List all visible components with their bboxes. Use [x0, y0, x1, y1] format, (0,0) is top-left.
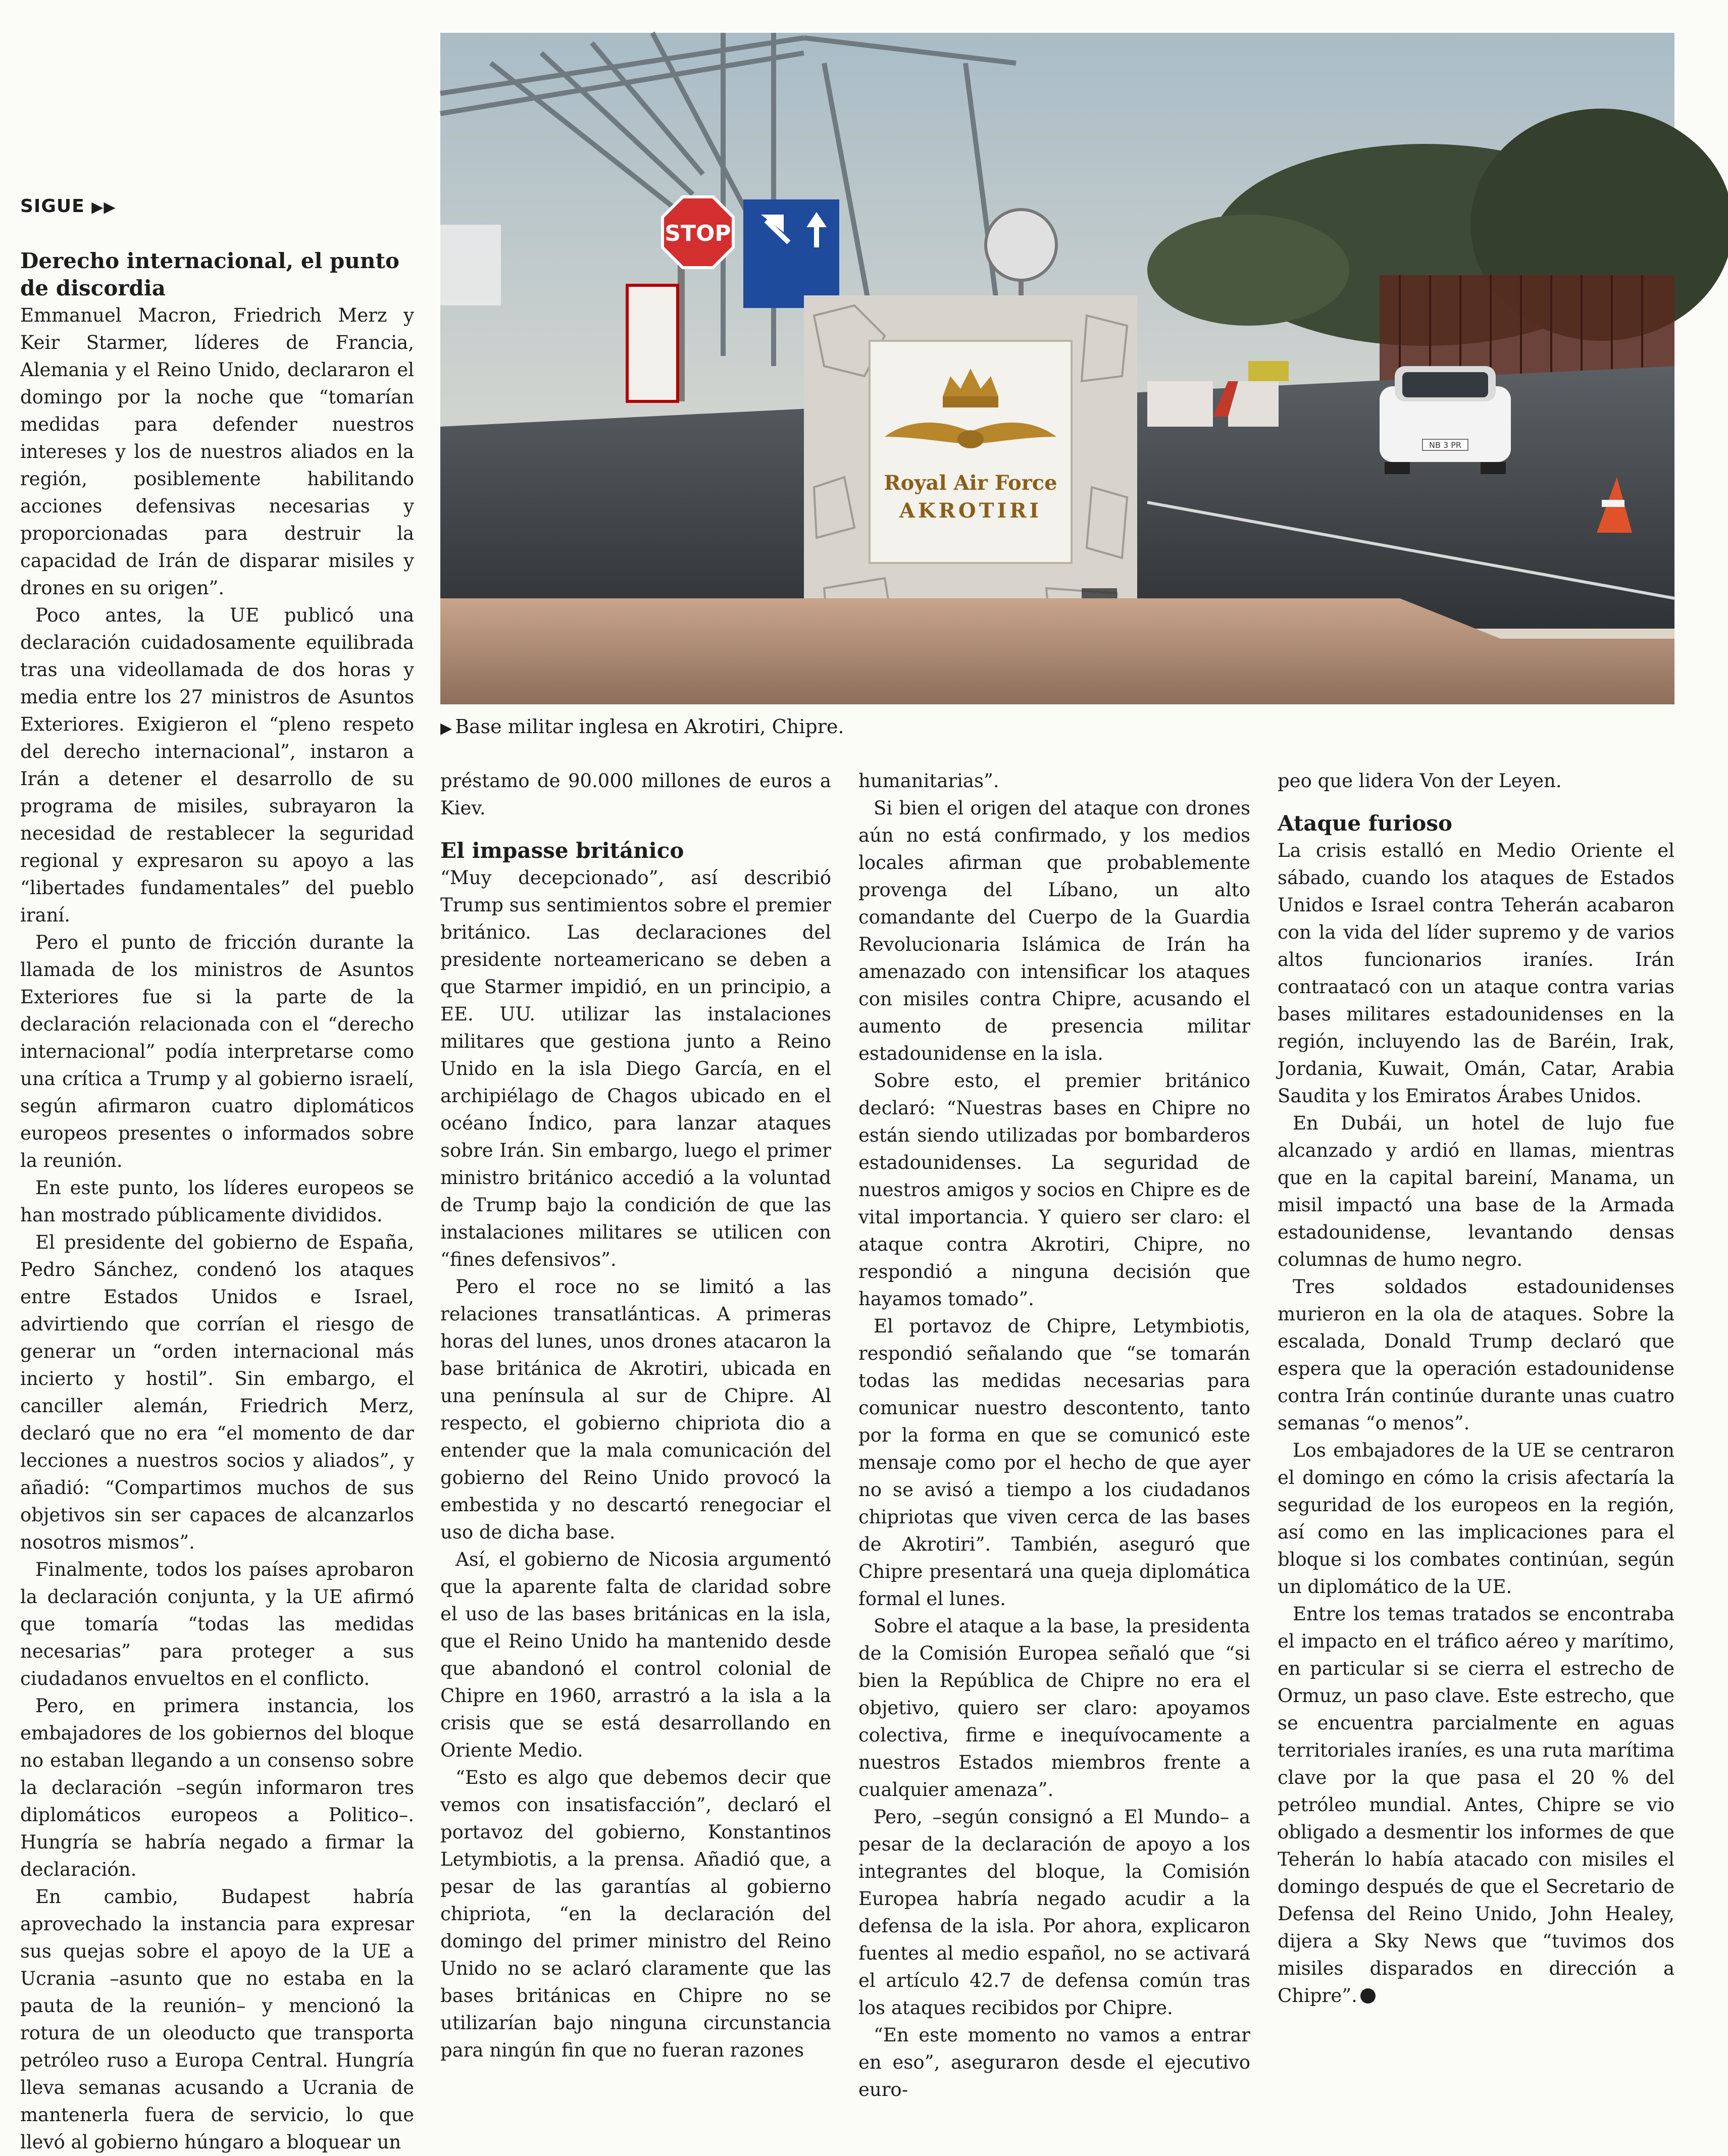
col1-paragraph: Emmanuel Macron, Friedrich Merz y Keir Starmer, líderes de Francia, Alemania y el Reino Unido, declararon el domingo por la noche que “tomarían medidas para defender nuestros intereses y los de nuestros aliados en la región, posiblemente habilitando acciones defensivas necesarias y proporcionadas para destruir la capacidad de Irán de disparar misiles y drones en su origen”. — [20, 304, 414, 599]
col4-paragraph: Entre los temas tratados se encontraba el impacto en el tráfico aéreo y marítimo, en particular si se cierra el estrecho de Ormuz, un paso clave. Este estrecho, que se encuentra parcialmente en aguas territoriales iraníes, es una ruta marítima clave por la que pasa el 20 % del petróleo mundial. Antes, Chipre se vio obligado a desmentir los informes de que Teherán lo había atacado con misiles el domingo después de que el Secretario de Defensa del Reino Unido, John Healey, dijera a Sky News que “tuvimos dos misiles disparados en dirección a Chipre”. — [1278, 1603, 1674, 2007]
col3-paragraph: “En este momento no vamos a entrar en eso”, aseguraron desde el ejecutivo euro- — [858, 2024, 1250, 2100]
col1-paragraph: En este punto, los líderes europeos se han mostrado públicamente divididos. — [20, 1177, 414, 1226]
column-4 — [1278, 767, 1674, 2007]
col4-paragraph: Tres soldados estadounidenses murieron en la ola de ataques. Sobre la escalada, Donald Trump declaró que espera que la operación estadounidense contra Irán continúe durante unas cuatro semanas “o menos”. — [1278, 1276, 1674, 1434]
col3-paragraph: Si bien el origen del ataque con drones aún no está confirmado, y los medios locales afirman que probablemente provenga del Líbano, un alto comandante del Cuerpo de la Guardia Revolucionaria Islámica de Irán ha amenazado con intensificar los ataques con misiles contra Chipre, acusando el aumento de presencia militar estadounidense en la isla. — [858, 797, 1250, 1064]
caption-arrow-icon: ▶ — [440, 720, 452, 737]
end-of-article-icon — [1360, 1988, 1376, 2004]
column-3 — [858, 767, 1250, 2100]
col2-paragraph: Así, el gobierno de Nicosia argumentó que la aparente falta de claridad sobre el uso de las bases británicas en la isla, que el Reino Unido ha mantenido desde que abandonó el control colonial de Chipre en 1960, arrastró a la isla a la crisis que se está desarrollando en Oriente Medio. — [440, 1549, 831, 1761]
col4-paragraph: La crisis estalló en Medio Oriente el sábado, cuando los ataques de Estados Unidos e Israel contra Teherán acabaron con la vida del líder supremo y de varios altos funcionarios iraníes. Irán contraatacó con un ataque contra varias bases militares estadounidenses en la región, incluyendo las de Baréin, Irak, Jordania, Kuwait, Omán, Catar, Arabia Saudita y los Emiratos Árabes Unidos. — [1278, 840, 1674, 1107]
col1-paragraph: En cambio, Budapest habría aprovechado la instancia para expresar sus quejas sobre el apoyo de la UE a Ucrania –asunto que no estaba en la pauta de la reunión– y mencionó la rotura de un oleoducto que transporta petróleo ruso a Europa Central. Hungría lleva semanas acusando a Ucrania de mantenerla fuera de servicio, lo que llevó al gobierno húngaro a bloquear un — [20, 1886, 414, 2153]
car — [1380, 366, 1511, 474]
col1-paragraph: Pero el punto de fricción durante la llamada de los ministros de Asuntos Exteriores fue si la parte de la declaración relacionada con el “derecho internacional” podía interpretarse como una crítica a Trump y al gobierno israelí, según afirmaron cuatro diplomáticos europeos presentes o informados sobre la reunión. — [20, 932, 414, 1171]
col2-paragraph: Pero el roce no se limitó a las relaciones transatlánticas. A primeras horas del lunes, unos drones atacaron la base británica de Akrotiri, ubicada en una península al sur de Chipre. Al respecto, el gobierno chipriota dio a entender que la mala comunicación del gobierno del Reino Unido provocó la embestida y no descartó renegociar el uso de dicha base. — [440, 1276, 831, 1543]
kicker-label: SIGUE — [20, 196, 85, 217]
col1-paragraph: Poco antes, la UE publicó una declaración cuidadosamente equilibrada tras una videollamada de dos horas y media entre los 27 ministros de Asuntos Exteriores. Exigieron el “pleno respeto del derecho internacional”, instaron a Irán a detener el desarrollo de su programa de misiles, subrayaron la necesidad de restablecer la seguridad regional y expresaron su apoyo a las “libertades fundamentales” del pueblo iraní. — [20, 604, 414, 926]
col1-paragraph: Pero, en primera instancia, los embajadores de los gobiernos del bloque no estaban llegando a un consenso sobre la declaración –según informaron tres diplomáticos europeos a Politico–. Hungría se habría negado a firmar la declaración. — [20, 1695, 414, 1880]
stop-sign-text: STOP — [665, 221, 731, 246]
col2-paragraph: préstamo de 90.000 millones de euros a Kiev. — [440, 770, 831, 819]
photo-illustration — [440, 33, 1674, 704]
col3-paragraph: humanitarias”. — [858, 770, 999, 792]
caption-text: Base militar inglesa en Akrotiri, Chipre. — [455, 715, 844, 738]
col4-heading: Ataque furioso — [1278, 811, 1453, 836]
col4-paragraph: En Dubái, un hotel de lujo fue alcanzado y ardió en llamas, mientras que en la capital bareiní, Manama, un misil impactó una base de la Armada estadounidense, levantando densas columnas de humo negro. — [1278, 1112, 1674, 1270]
col2-paragraph: “Muy decepcionado”, así describió Trump sus sentimientos sobre el premier británico. Las declaraciones del presidente norteamericano se deben a que Starmer impidió, en un principio, a EE. UU. utilizar las instalaciones militares que gestiona junto a Reino Unido en la isla Diego García, en el archipiélago de Chagos ubicado en el océano Índico, para lanzar ataques sobre Irán. Sin embargo, luego el primer ministro británico accedió a la voluntad de Trump bajo la condición de que las instalaciones militares se utilicen con “fines defensivos”. — [440, 867, 831, 1270]
col1-paragraph: El presidente del gobierno de España, Pedro Sánchez, condenó los ataques entre Estados Unidos e Israel, advirtiendo que corrían el riesgo de generar un “orden internacional más incierto y hostil”. Sin embargo, el canciller alemán, Friedrich Merz, declaró que no era “el momento de dar lecciones a nuestros socios y aliados”, y añadió: “Compartimos muchos de sus objetivos sin ser capaces de alcanzarlos nosotros mismos”. — [20, 1231, 414, 1553]
col4-paragraph: Los embajadores de la UE se centraron el domingo en cómo la crisis afectaría la seguridad de los europeos en la región, así como en las implicaciones para el bloque si los combates continúan, según un diplomático de la UE. — [1278, 1440, 1674, 1598]
col1-paragraph: Finalmente, todos los países aprobaron la declaración conjunta, y la UE afirmó que tomaría “todas las medidas necesarias” para proteger a sus ciudadanos envueltos en el conflicto. — [20, 1559, 414, 1689]
col2-heading: El impasse británico — [440, 838, 684, 863]
dish-icon — [986, 210, 1056, 280]
license-plate: NB 3 PR — [1429, 440, 1462, 450]
photo-caption — [440, 714, 844, 741]
direction-sign — [743, 199, 839, 308]
column-2 — [440, 767, 831, 2061]
double-arrow-icon: ▶▶ — [91, 198, 116, 216]
col3-paragraph: Pero, –según consignó a El Mundo– a pesar de la declaración de apoyo a los integrantes del bloque, la Comisión Europea habría negado acudir a la defensa de la isla. Por ahora, explicaron fuentes al medio español, no se activará el artículo 42.7 de defensa común tras los ataques recibidos por Chipre. — [858, 1806, 1250, 2019]
col1-heading: Derecho internacional, el punto de discordia — [20, 248, 399, 300]
col4-paragraph: peo que lidera Von der Leyen. — [1278, 770, 1562, 792]
col3-paragraph: Sobre el ataque a la base, la presidenta de la Comisión Europea señaló que “si bien la República de Chipre no era el objetivo, quiero ser claro: apoyamos colectiva, firme e inequívocamente a nuestros Estados miembros frente a cualquier amenaza”. — [858, 1615, 1250, 1801]
notice-sign — [627, 285, 678, 401]
plaque-line-1: Royal Air Force — [884, 471, 1057, 495]
photo-akrotiri-base — [440, 33, 1674, 704]
col2-paragraph: “Esto es algo que debemos decir que vemos con insatisfacción”, declaró el portavoz del gobierno, Konstantinos Letymbiotis, a la prensa. Añadió que, a pesar de las garantías al gobierno chipriota, “en la declaración del domingo del primer ministro del Reino Unido no se aclaró claramente que las bases británicas en Chipre no se utilizarían bajo ninguna circunstancia para ningún fin que no fueran razones — [440, 1767, 831, 2061]
col3-paragraph: El portavoz de Chipre, Letymbiotis, respondió señalando que “se tomarán todas las medidas necesarias para comunicar nuestro descontento, tanto por la forma en que se comunicó este mensaje como por el hecho de que ayer no se avisó a tiempo a los ciudadanos chipriotas que viven cerca de las bases de Akrotiri”. También, aseguró que Chipre presentará una queja diplomática formal el lunes. — [858, 1315, 1250, 1610]
column-1 — [20, 247, 414, 2153]
col3-paragraph: Sobre esto, el premier británico declaró: “Nuestras bases en Chipre no están siendo utilizadas por bombarderos estadounidenses. La seguridad de nuestros amigos y socios en Chipre es de vital importancia. Y quiero ser claro: el ataque contra Akrotiri, Chipre, no respondió a ninguna decisión que hayamos tomado”. — [858, 1070, 1250, 1310]
plaque-line-2: AKROTIRI — [899, 499, 1042, 523]
kicker — [20, 196, 116, 217]
